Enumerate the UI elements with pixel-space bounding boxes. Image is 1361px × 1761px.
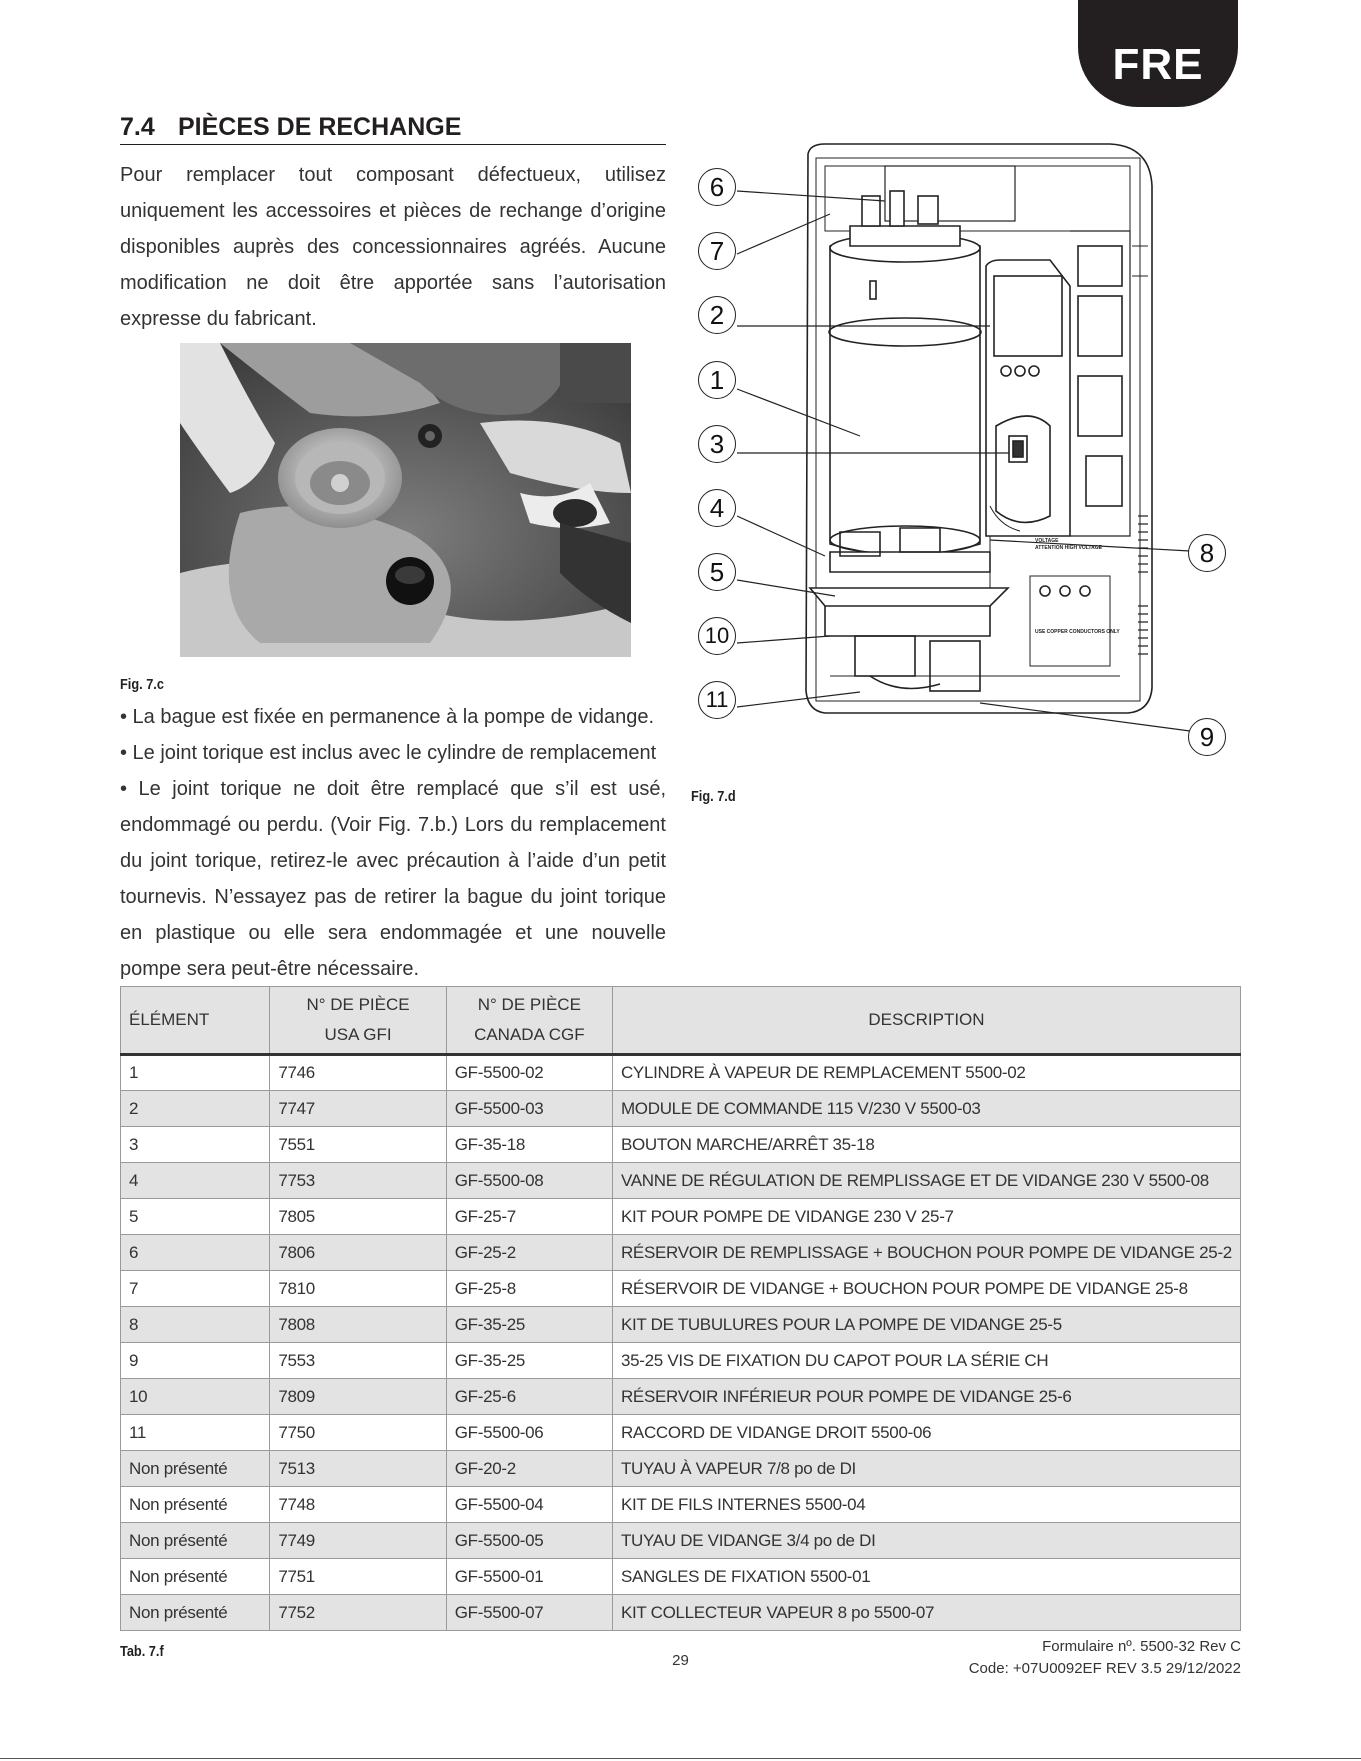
cell-usa: 7749 — [270, 1523, 446, 1559]
cell-description: SANGLES DE FIXATION 5500-01 — [612, 1559, 1240, 1595]
callout-4: 4 — [698, 489, 736, 527]
cell-element: 5 — [121, 1199, 270, 1235]
cell-canada: GF-5500-06 — [446, 1415, 612, 1451]
table-row — [121, 1199, 1241, 1235]
cell-canada: GF-25-6 — [446, 1379, 612, 1415]
form-number: Formulaire nº. 5500-32 Rev C — [1042, 1638, 1241, 1655]
cell-description: KIT COLLECTEUR VAPEUR 8 po 5500-07 — [612, 1595, 1240, 1631]
table-row — [121, 1415, 1241, 1451]
cell-usa: 7752 — [270, 1595, 446, 1631]
table-row — [121, 1055, 1241, 1091]
bullet-item: • Le joint torique ne doit être remplacé que s’il est usé, endommagé ou perdu. (Voir Fig. 7.b.) Lors du remplacement du joint torique, retirez-le avec précaution à l’aide d’un petit tournevis. N’essayez pas de retirer la bague du joint torique en plastique ou elle sera endommagée et une nouvelle pompe sera peut-être nécessaire. — [120, 778, 666, 980]
cell-usa: 7551 — [270, 1127, 446, 1163]
table-row — [121, 1595, 1241, 1631]
cell-element: Non présenté — [121, 1451, 270, 1487]
header-element: ÉLÉMENT — [121, 987, 270, 1055]
cell-canada: GF-20-2 — [446, 1451, 612, 1487]
voltage-label: VOLTAGE — [1035, 538, 1059, 544]
cell-canada: GF-5500-01 — [446, 1559, 612, 1595]
form-info — [969, 1636, 1241, 1680]
table-row — [121, 1091, 1241, 1127]
cell-description: 35-25 VIS DE FIXATION DU CAPOT POUR LA SÉRIE CH — [612, 1343, 1240, 1379]
cell-canada: GF-35-25 — [446, 1307, 612, 1343]
callout-10: 10 — [698, 617, 736, 655]
cell-usa: 7753 — [270, 1163, 446, 1199]
table-row — [121, 1235, 1241, 1271]
cell-canada: GF-5500-03 — [446, 1091, 612, 1127]
cell-canada: GF-5500-08 — [446, 1163, 612, 1199]
table-row — [121, 1379, 1241, 1415]
bullet-list — [120, 699, 666, 987]
cell-usa: 7747 — [270, 1091, 446, 1127]
fig-7c-label: Fig. 7.c — [120, 676, 164, 693]
callout-7: 7 — [698, 232, 736, 270]
page-number: 29 — [672, 1652, 689, 1669]
cell-description: CYLINDRE À VAPEUR DE REMPLACEMENT 5500-02 — [612, 1055, 1240, 1091]
cell-description: RÉSERVOIR INFÉRIEUR POUR POMPE DE VIDANGE 25-6 — [612, 1379, 1240, 1415]
cell-element: 7 — [121, 1271, 270, 1307]
header-description: DESCRIPTION — [612, 987, 1240, 1055]
cell-element: Non présenté — [121, 1595, 270, 1631]
fig-7d-label: Fig. 7.d — [691, 788, 736, 805]
cell-usa: 7750 — [270, 1415, 446, 1451]
copper-conductors-label: USE COPPER CONDUCTORS ONLY — [1035, 629, 1120, 635]
header-canada-line1: N° DE PIÈCE — [477, 995, 581, 1014]
cell-element: 8 — [121, 1307, 270, 1343]
header-canada-line2: CANADA CGF — [474, 1025, 585, 1044]
table-row — [121, 1559, 1241, 1595]
cell-canada: GF-25-2 — [446, 1235, 612, 1271]
cell-element: 9 — [121, 1343, 270, 1379]
cell-usa: 7810 — [270, 1271, 446, 1307]
header-canada-part — [446, 987, 612, 1055]
header-usa-line1: N° DE PIÈCE — [306, 995, 410, 1014]
cell-canada: GF-35-25 — [446, 1343, 612, 1379]
cell-description: KIT DE FILS INTERNES 5500-04 — [612, 1487, 1240, 1523]
callout-2: 2 — [698, 296, 736, 334]
cell-element: Non présenté — [121, 1523, 270, 1559]
cell-canada: GF-5500-02 — [446, 1055, 612, 1091]
cell-canada: GF-5500-05 — [446, 1523, 612, 1559]
cell-element: 2 — [121, 1091, 270, 1127]
attention-label: ATTENTION HIGH VOLTAGE — [1035, 545, 1102, 551]
table-row — [121, 1451, 1241, 1487]
cell-usa: 7808 — [270, 1307, 446, 1343]
section-title-text: PIÈCES DE RECHANGE — [178, 113, 462, 141]
table-row — [121, 1307, 1241, 1343]
intro-paragraph: Pour remplacer tout composant défectueux, utilisez uniquement les accessoires et pièces de rechange d’origine disponibles auprès des concessionnaires agréés. Aucune modification ne doit être apportée sans l’autorisation expresse du fabricant. — [120, 164, 666, 330]
cell-usa: 7809 — [270, 1379, 446, 1415]
bullet-item: • Le joint torique est inclus avec le cylindre de remplacement — [120, 742, 657, 764]
cell-description: RÉSERVOIR DE VIDANGE + BOUCHON POUR POMPE DE VIDANGE 25-8 — [612, 1271, 1240, 1307]
callout-8: 8 — [1188, 534, 1226, 572]
cell-description: RÉSERVOIR DE REMPLISSAGE + BOUCHON POUR POMPE DE VIDANGE 25-2 — [612, 1235, 1240, 1271]
cell-element: 1 — [121, 1055, 270, 1091]
callout-5: 5 — [698, 553, 736, 591]
spare-parts-table — [120, 986, 1241, 1631]
bottom-rule — [0, 1758, 1361, 1759]
cell-element: 10 — [121, 1379, 270, 1415]
cell-usa: 7513 — [270, 1451, 446, 1487]
table-row — [121, 1271, 1241, 1307]
callout-6: 6 — [698, 168, 736, 206]
table-row — [121, 1127, 1241, 1163]
cell-canada: GF-5500-04 — [446, 1487, 612, 1523]
humidifier-line-drawing — [690, 136, 1235, 766]
cell-description: TUYAU DE VIDANGE 3/4 po de DI — [612, 1523, 1240, 1559]
cell-description: KIT POUR POMPE DE VIDANGE 230 V 25-7 — [612, 1199, 1240, 1235]
cell-element: 3 — [121, 1127, 270, 1163]
table-row — [121, 1523, 1241, 1559]
cell-element: 6 — [121, 1235, 270, 1271]
cell-element: Non présenté — [121, 1559, 270, 1595]
cell-canada: GF-25-8 — [446, 1271, 612, 1307]
section-title — [120, 113, 666, 145]
cell-usa: 7805 — [270, 1199, 446, 1235]
form-code: Code: +07U0092EF REV 3.5 29/12/2022 — [968, 1660, 1241, 1677]
cell-usa: 7553 — [270, 1343, 446, 1379]
callout-1: 1 — [698, 361, 736, 399]
cell-element: Non présenté — [121, 1487, 270, 1523]
cell-description: KIT DE TUBULURES POUR LA POMPE DE VIDANGE 25-5 — [612, 1307, 1240, 1343]
cell-usa: 7746 — [270, 1055, 446, 1091]
cell-element: 11 — [121, 1415, 270, 1451]
cell-description: TUYAU À VAPEUR 7/8 po de DI — [612, 1451, 1240, 1487]
cell-element: 4 — [121, 1163, 270, 1199]
table-row — [121, 1163, 1241, 1199]
callout-11: 11 — [698, 681, 736, 719]
language-tab: FRE — [1078, 0, 1238, 107]
cell-description: VANNE DE RÉGULATION DE REMPLISSAGE ET DE VIDANGE 230 V 5500-08 — [612, 1163, 1240, 1199]
callout-9: 9 — [1188, 718, 1226, 756]
table-header-row — [121, 987, 1241, 1055]
drain-pump-photo — [180, 343, 631, 657]
header-usa-line2: USA GFI — [324, 1025, 392, 1044]
callout-3: 3 — [698, 425, 736, 463]
table-label: Tab. 7.f — [120, 1643, 164, 1660]
cell-description: MODULE DE COMMANDE 115 V/230 V 5500-03 — [612, 1091, 1240, 1127]
cell-usa: 7806 — [270, 1235, 446, 1271]
humidifier-diagram — [690, 136, 1235, 766]
cell-canada: GF-5500-07 — [446, 1595, 612, 1631]
cell-usa: 7748 — [270, 1487, 446, 1523]
cell-description: RACCORD DE VIDANGE DROIT 5500-06 — [612, 1415, 1240, 1451]
cell-canada: GF-25-7 — [446, 1199, 612, 1235]
cell-canada: GF-35-18 — [446, 1127, 612, 1163]
drain-pump-illustration — [180, 343, 631, 657]
section-number: 7.4 — [120, 113, 155, 141]
cell-usa: 7751 — [270, 1559, 446, 1595]
bullet-item: • La bague est fixée en permanence à la pompe de vidange. — [120, 706, 655, 728]
cell-description: BOUTON MARCHE/ARRÊT 35-18 — [612, 1127, 1240, 1163]
header-usa-part — [270, 987, 446, 1055]
table-row — [121, 1343, 1241, 1379]
table-row — [121, 1487, 1241, 1523]
